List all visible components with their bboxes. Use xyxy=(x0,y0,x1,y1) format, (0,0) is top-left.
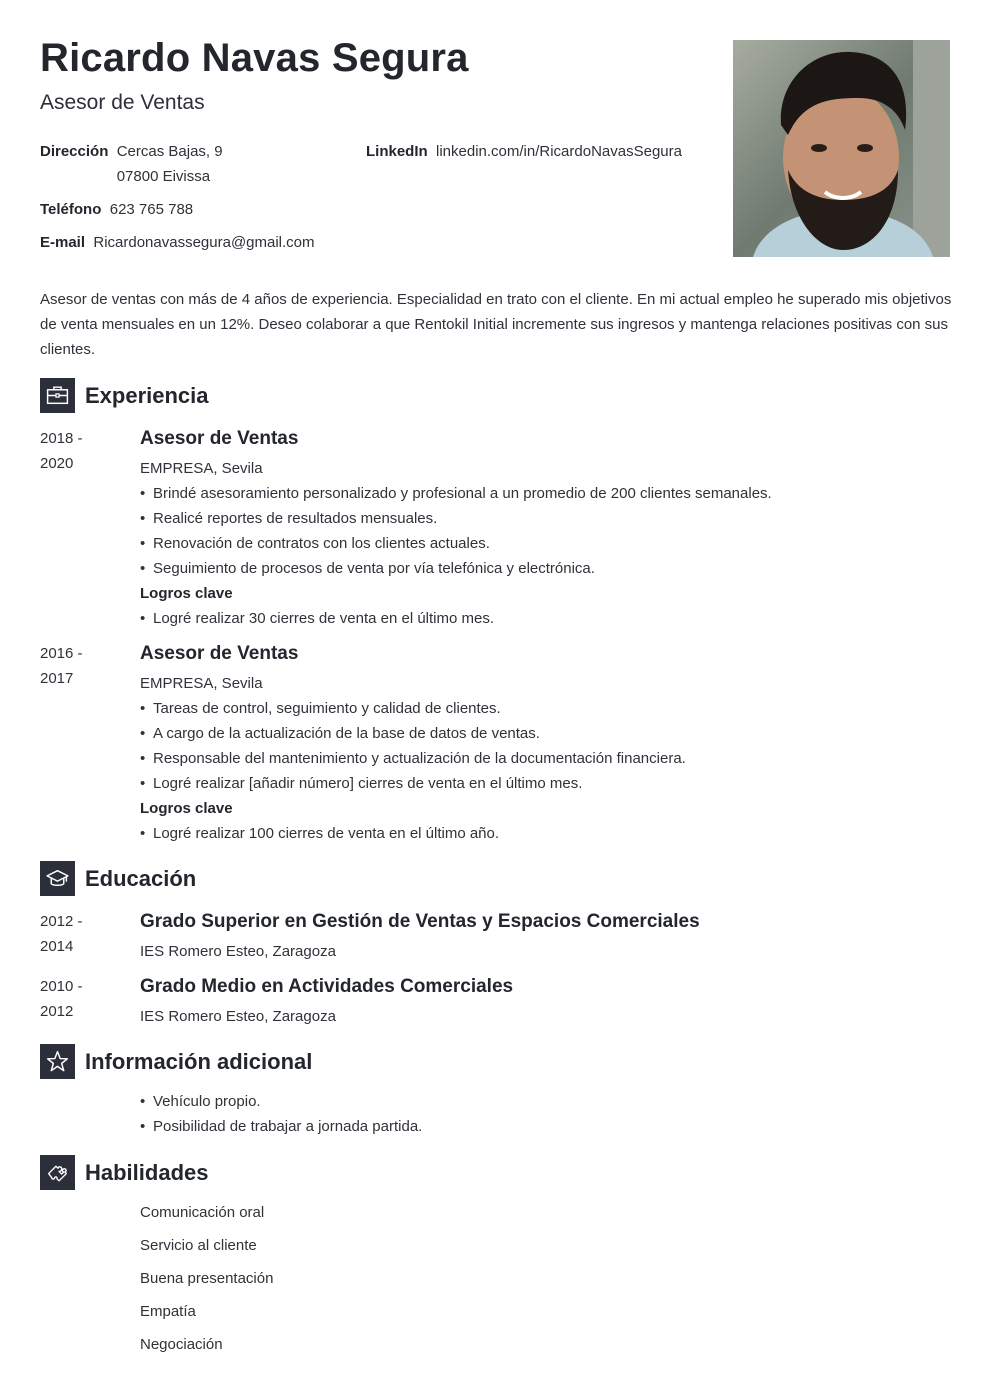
experience-1-bullet: • Realicé reportes de resultados mensuales. xyxy=(140,506,960,531)
education-2-date xyxy=(40,974,120,1024)
experience-1-bullet: • Brindé asesoramiento personalizado y profesional a un promedio de 200 clientes semanales. xyxy=(140,481,960,506)
candidate-job-title: Asesor de Ventas xyxy=(40,91,205,114)
linkedin-label: LinkedIn xyxy=(366,143,428,160)
experience-2-achievement: • Logré realizar 100 cierres de venta en el último año. xyxy=(140,821,960,846)
education-2-date-end: 2012 xyxy=(40,1003,74,1020)
education-1-title: Grado Superior en Gestión de Ventas y Espacios Comerciales xyxy=(140,911,700,932)
additional-info-item: • Posibilidad de trabajar a jornada partida. xyxy=(140,1114,960,1139)
education-1-school: IES Romero Esteo, Zaragoza xyxy=(140,943,336,960)
skills-heading: Habilidades xyxy=(85,1159,209,1185)
experience-1-achievement: • Logré realizar 30 cierres de venta en el último mes. xyxy=(140,606,960,631)
skill-item: Buena presentación xyxy=(140,1270,274,1287)
skill-item: Servicio al cliente xyxy=(140,1237,257,1254)
email-label: E-mail xyxy=(40,234,86,251)
experience-1-achievements-label: Logros clave xyxy=(140,585,233,602)
contact-address xyxy=(40,139,223,189)
education-1-date-start: 2012 - xyxy=(40,913,83,930)
experience-2-bullet: • Responsable del mantenimiento y actualización de la documentación financiera. xyxy=(140,746,960,771)
linkedin-link[interactable]: linkedin.com/in/RicardoNavasSegura xyxy=(436,143,682,160)
experience-1-date-end: 2020 xyxy=(40,455,74,472)
education-entry-1 xyxy=(140,910,960,964)
experience-2-bullet: • Logré realizar [añadir número] cierres de venta en el último mes. xyxy=(140,771,960,796)
additional-info-item: • Vehículo propio. xyxy=(140,1089,960,1114)
education-1-date-end: 2014 xyxy=(40,938,74,955)
skill-item: Negociación xyxy=(140,1336,223,1353)
phone-value: 623 765 788 xyxy=(109,201,194,218)
education-section-header xyxy=(40,861,196,896)
experience-1-date xyxy=(40,426,120,476)
puzzle-icon xyxy=(40,1155,75,1190)
experience-heading: Experiencia xyxy=(85,382,209,408)
additional-info-heading: Información adicional xyxy=(85,1048,313,1074)
experience-1-bullet: • Seguimiento de procesos de venta por vía telefónica y electrónica. xyxy=(140,556,960,581)
experience-1-date-start: 2018 - xyxy=(40,430,83,447)
experience-2-date xyxy=(40,641,120,691)
experience-entry-1 xyxy=(140,427,960,631)
experience-2-company: EMPRESA, Sevila xyxy=(140,675,263,692)
briefcase-icon xyxy=(40,378,75,413)
education-entry-2 xyxy=(140,975,960,1029)
experience-1-bullet: • Renovación de contratos con los clientes actuales. xyxy=(140,531,960,556)
address-line-1: Cercas Bajas, 9 xyxy=(116,143,223,160)
education-2-school: IES Romero Esteo, Zaragoza xyxy=(140,1008,336,1025)
experience-entry-2 xyxy=(140,642,960,846)
skills-section-header xyxy=(40,1155,208,1190)
profile-photo-illustration xyxy=(733,40,950,257)
address-label: Dirección xyxy=(40,143,109,160)
email-link[interactable]: Ricardonavassegura@gmail.com xyxy=(93,234,315,251)
phone-label: Teléfono xyxy=(40,201,102,218)
education-2-title: Grado Medio en Actividades Comerciales xyxy=(140,976,514,997)
skill-item: Empatía xyxy=(140,1303,196,1320)
experience-2-bullet: • A cargo de la actualización de la base de datos de ventas. xyxy=(140,721,960,746)
star-icon xyxy=(40,1044,75,1079)
education-2-date-start: 2010 - xyxy=(40,978,83,995)
education-1-date xyxy=(40,909,120,959)
address-line-2: 07800 Eivissa xyxy=(116,168,211,185)
candidate-name: Ricardo Navas Segura xyxy=(40,36,469,80)
experience-2-bullet: • Tareas de control, seguimiento y calidad de clientes. xyxy=(140,696,960,721)
experience-2-achievements-label: Logros clave xyxy=(140,800,233,817)
experience-section-header xyxy=(40,378,209,413)
contact-phone xyxy=(40,197,193,222)
additional-info-list xyxy=(140,1089,960,1139)
experience-2-date-end: 2017 xyxy=(40,670,74,687)
profile-photo xyxy=(733,40,950,257)
contact-linkedin xyxy=(366,139,682,164)
graduation-cap-icon xyxy=(40,861,75,896)
additional-info-section-header xyxy=(40,1044,312,1079)
experience-2-title: Asesor de Ventas xyxy=(140,643,299,664)
experience-1-company: EMPRESA, Sevila xyxy=(140,460,263,477)
education-heading: Educación xyxy=(85,865,197,891)
contact-email xyxy=(40,230,315,255)
experience-2-date-start: 2016 - xyxy=(40,645,83,662)
experience-1-title: Asesor de Ventas xyxy=(140,428,299,449)
professional-summary: Asesor de ventas con más de 4 años de experiencia. Especialidad en trato con el cliente. En mi actual empleo he superado mis objetivos de venta mensuales en un 12%. Deseo colaborar a que Rentokil Initial incremente sus ingresos y mantenga relaciones positivas con sus clientes. xyxy=(40,291,952,358)
skill-item: Comunicación oral xyxy=(140,1204,265,1221)
